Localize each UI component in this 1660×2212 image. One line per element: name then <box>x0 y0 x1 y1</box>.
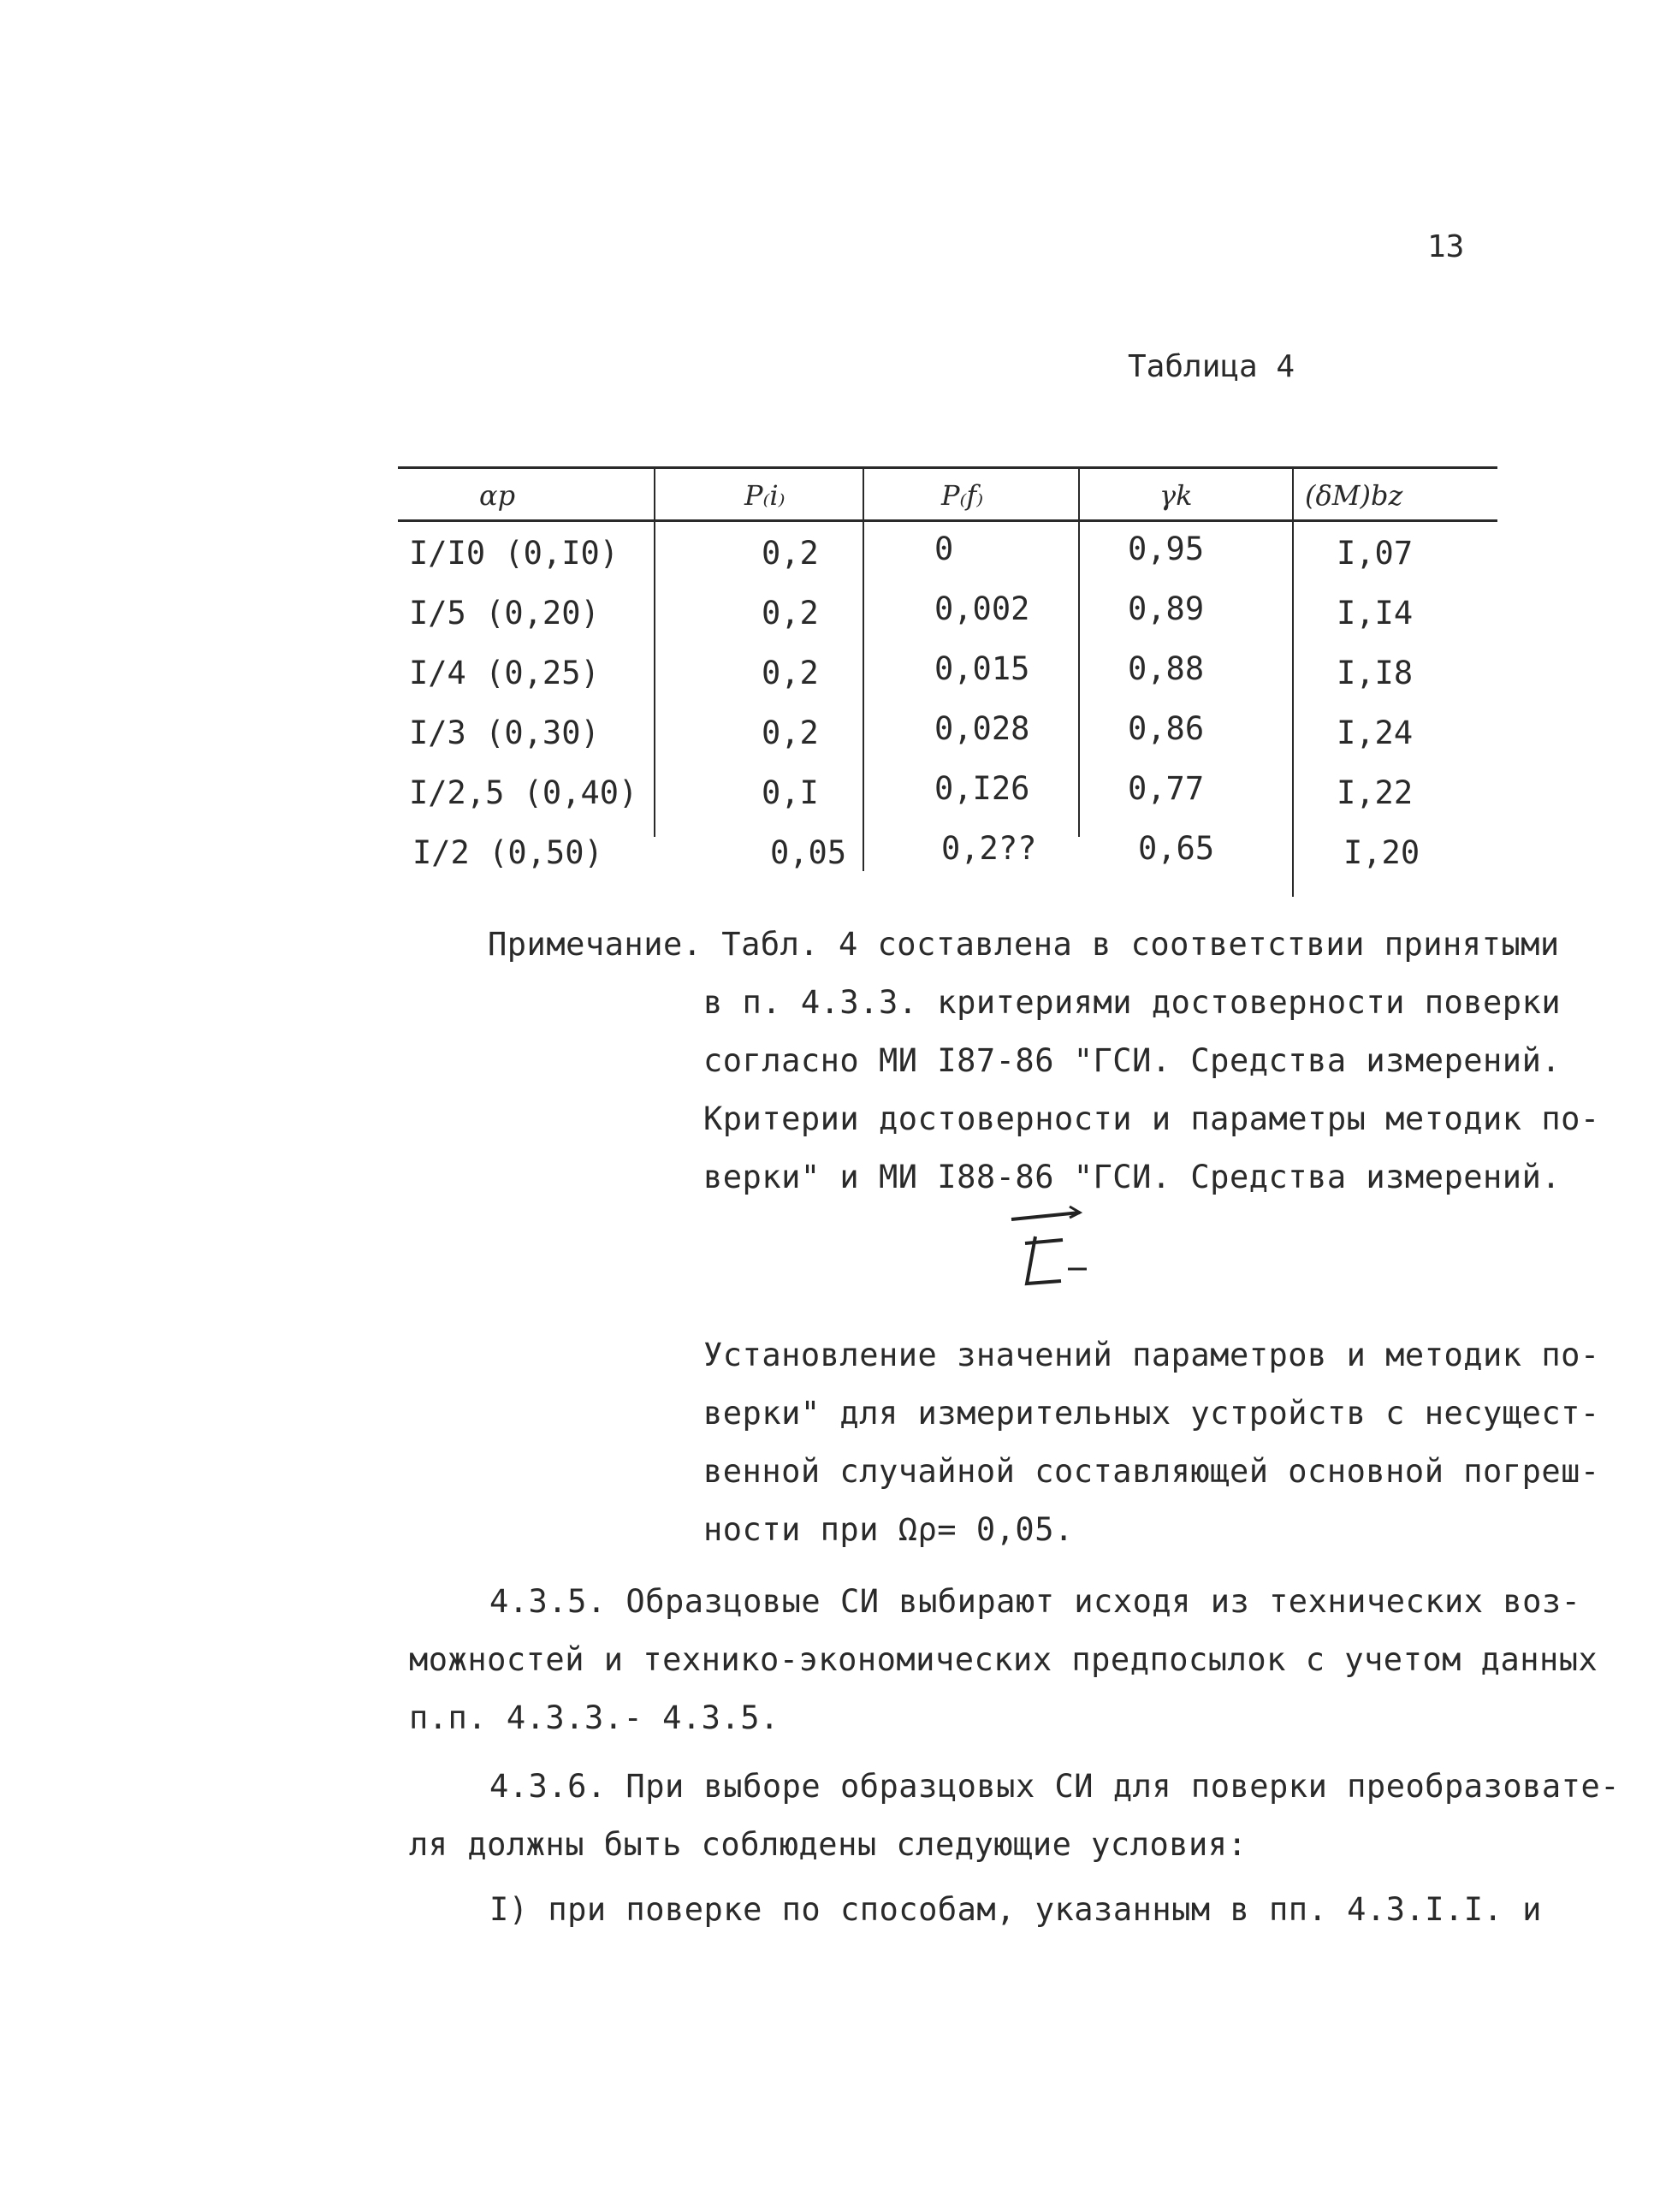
table-cell: I/4 (0,25) <box>409 655 600 691</box>
table-cell: I,07 <box>1337 535 1414 572</box>
note-line-3: согласно МИ I87-86 "ГСИ. Средства измерений. <box>703 1042 1562 1079</box>
table-cell: 0,77 <box>1128 770 1205 807</box>
table-cell: 0,002 <box>934 590 1030 627</box>
table-header-4: (δM)bz <box>1305 479 1403 512</box>
table-cell: 0,2?? <box>941 830 1037 867</box>
note-line-4: Критерии достоверности и параметры методик по- <box>703 1100 1600 1137</box>
table-cell: 0,2 <box>762 535 819 572</box>
table-top-rule <box>398 466 1497 469</box>
table-cell: I/2 (0,50) <box>412 834 603 871</box>
table-cell: I,20 <box>1343 834 1420 871</box>
table-col-divider-1 <box>654 469 655 837</box>
body-line-6: I) при поверке по способам, указанным в пп. 4.3.I.I. и <box>489 1891 1542 1928</box>
body-line-5: ля должны быть соблюдены следующие условия: <box>409 1826 1248 1863</box>
note2-line-3: венной случайной составляющей основной погреш- <box>703 1453 1600 1490</box>
note-line-5: верки" и МИ I88-86 "ГСИ. Средства измерений. <box>703 1159 1562 1195</box>
table-cell: 0,I <box>762 774 819 811</box>
table-cell: 0 <box>934 531 954 567</box>
note2-line-2: верки" для измерительных устройств с несущест- <box>703 1395 1600 1432</box>
table-cell: 0,2 <box>762 595 819 632</box>
table-cell: I/I0 (0,I0) <box>409 535 620 572</box>
table-header-rule <box>398 519 1497 522</box>
body-line-4: 4.3.6. При выборе образцовых СИ для поверки преобразовате- <box>489 1768 1621 1805</box>
table-cell: 0,2 <box>762 715 819 751</box>
table-cell: 0,2 <box>762 655 819 691</box>
table-header-2: P₍f₎ <box>941 479 984 512</box>
table-cell: 0,65 <box>1138 830 1215 867</box>
table-col-divider-4 <box>1292 469 1294 897</box>
body-line-2: можностей и технико-экономических предпосылок с учетом данных <box>409 1641 1598 1678</box>
table-col-divider-2 <box>863 469 864 871</box>
table-caption: Таблица 4 <box>1128 349 1295 384</box>
table-header-3: γk <box>1159 479 1193 512</box>
table-header-0: αp <box>479 479 516 512</box>
table-cell: I/5 (0,20) <box>409 595 600 632</box>
note-line-2: в п. 4.3.3. критериями достоверности поверки <box>703 984 1562 1021</box>
table-cell: 0,86 <box>1128 710 1205 747</box>
note2-line-1: Установление значений параметров и методик по- <box>703 1337 1600 1373</box>
note2-line-4: ности при Ωρ= 0,05. <box>703 1511 1074 1548</box>
table-cell: I,22 <box>1337 774 1414 811</box>
page-number: 13 <box>1427 229 1465 264</box>
body-line-3: п.п. 4.3.3.- 4.3.5. <box>409 1699 780 1736</box>
table-cell: I,I8 <box>1337 655 1414 691</box>
table-cell: 0,88 <box>1128 650 1205 687</box>
handwritten-mark <box>1001 1202 1104 1296</box>
table-cell: 0,028 <box>934 710 1030 747</box>
table-col-divider-3 <box>1078 469 1080 837</box>
table-cell: I/2,5 (0,40) <box>409 774 638 811</box>
table-cell: 0,015 <box>934 650 1030 687</box>
table-cell: 0,95 <box>1128 531 1205 567</box>
table-header-1: P₍i₎ <box>744 479 786 512</box>
body-line-1: 4.3.5. Образцовые СИ выбирают исходя из технических воз- <box>489 1583 1581 1620</box>
table-cell: 0,89 <box>1128 590 1205 627</box>
table-cell: I/3 (0,30) <box>409 715 600 751</box>
note-line-1: Примечание. Табл. 4 составлена в соответствии принятыми <box>488 926 1560 963</box>
table-cell: I,I4 <box>1337 595 1414 632</box>
table-cell: 0,05 <box>770 834 847 871</box>
table-cell: I,24 <box>1337 715 1414 751</box>
table-cell: 0,I26 <box>934 770 1030 807</box>
